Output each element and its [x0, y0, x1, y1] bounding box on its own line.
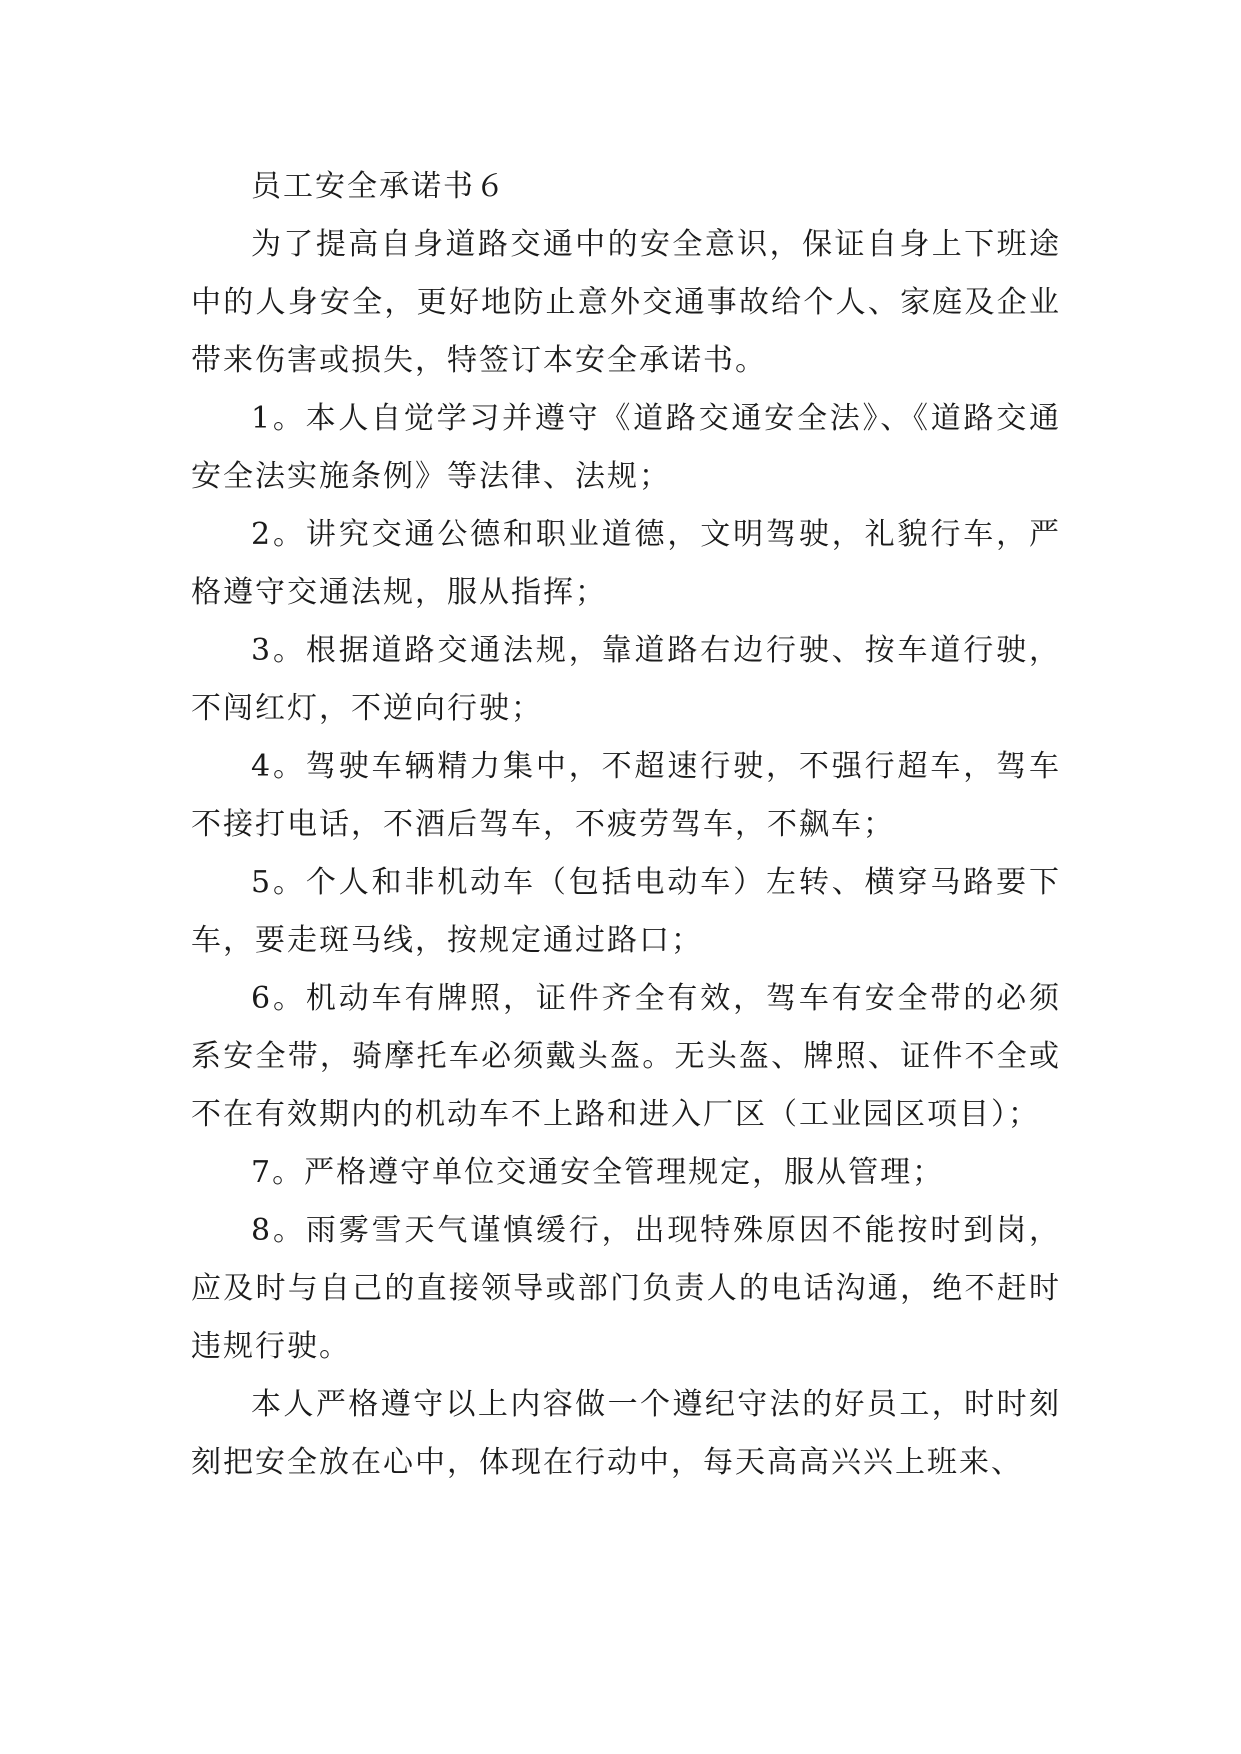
document-title: 员工安全承诺书６: [251, 169, 507, 204]
clause-3: 3。根据道路交通法规，靠道路右边行驶、按车道行驶，不闯红灯，不逆向行驶；: [191, 633, 1061, 726]
clause-8: 8。雨雾雪天气谨慎缓行，出现特殊原因不能按时到岗，应及时与自己的直接领导或部门负责人的电话沟通，绝不赶时违规行驶。: [191, 1213, 1061, 1364]
clause-7: 7。严格遵守单位交通安全管理规定，服从管理；: [251, 1155, 945, 1190]
clause-2: 2。讲究交通公德和职业道德，文明驾驶，礼貌行车，严格遵守交通法规，服从指挥；: [191, 517, 1061, 610]
clause-5: 5。个人和非机动车（包括电动车）左转、横穿马路要下车，要走斑马线，按规定通过路口；: [191, 865, 1061, 958]
intro-paragraph: 为了提高自身道路交通中的安全意识，保证自身上下班途中的人身安全，更好地防止意外交通事故给个人、家庭及企业带来伤害或损失，特签订本安全承诺书。: [191, 227, 1061, 378]
closing-paragraph: 本人严格遵守以上内容做一个遵纪守法的好员工，时时刻刻把安全放在心中，体现在行动中，每天高高兴兴上班来、: [191, 1387, 1061, 1480]
clause-1: 1。本人自觉学习并遵守《道路交通安全法》、《道路交通安全法实施条例》等法律、法规；: [191, 401, 1061, 494]
clause-6: 6。机动车有牌照，证件齐全有效，驾车有安全带的必须系安全带，骑摩托车必须戴头盔。无头盔、牌照、证件不全或不在有效期内的机动车不上路和进入厂区（工业园区项目）；: [191, 981, 1061, 1132]
clause-4: 4。驾驶车辆精力集中，不超速行驶，不强行超车，驾车不接打电话，不酒后驾车，不疲劳驾车，不飙车；: [191, 749, 1061, 842]
document-body: [191, 158, 1061, 1492]
